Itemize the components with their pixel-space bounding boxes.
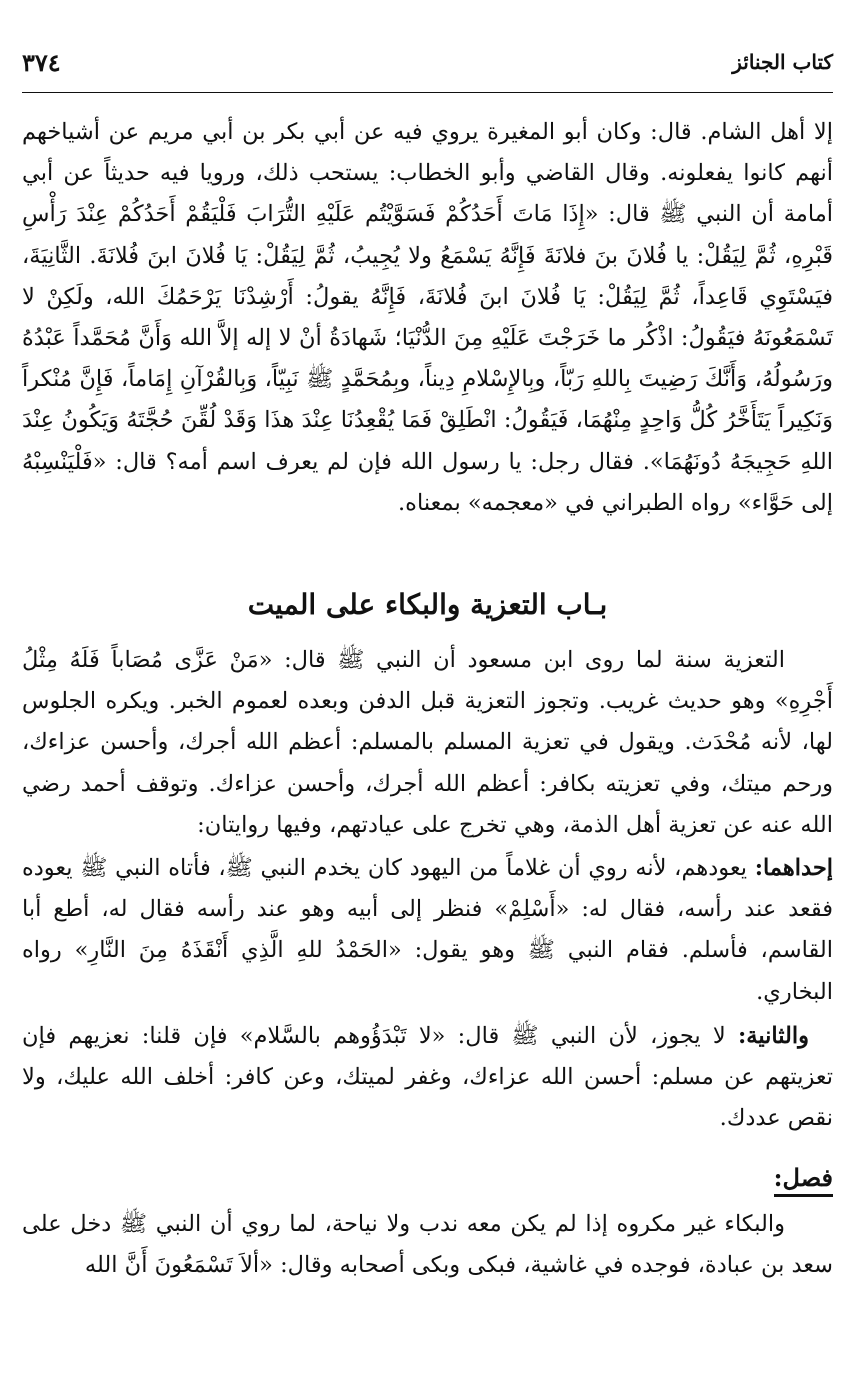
first-narration-text: يعودهم، لأنه روي أن غلاماً من اليهود كان يخدم النبي ﷺ، فأتاه النبي ﷺ يعوده فقعد عند رأسه، فقال له: «أَسْلِمْ» فنظر إلى أبيه وهو عند رأسه فقال له، أطع أبا القاسم، فأسلم. فقام النبي ﷺ وهو يقول: «الحَمْدُ للهِ الَّذِي أَنْقَذَهُ مِنَ النَّارِ» رواه البخاري. bbox=[22, 855, 833, 1005]
fasl-heading: فصل: bbox=[774, 1162, 833, 1197]
page-number: ٣٧٤ bbox=[22, 48, 61, 77]
paragraph-weeping: والبكاء غير مكروه إذا لم يكن معه ندب ولا نياحة، لما روي أن النبي ﷺ دخل على سعد بن عبادة، فوجده في غاشية، فبكى وبكى أصحابه وقال: «ألاَ تَسْمَعُونَ أَنَّ الله bbox=[22, 1211, 833, 1279]
first-narration-label: إحداهما: bbox=[754, 855, 833, 881]
paragraph-second-narration bbox=[22, 1016, 833, 1140]
second-narration-label: والثانية: bbox=[737, 1023, 809, 1049]
book-title: كتاب الجنائز bbox=[732, 50, 833, 74]
page-header bbox=[22, 44, 833, 93]
section-heading: بـاب التعزية والبكاء على الميت bbox=[247, 588, 608, 621]
second-narration-text: لا يجوز، لأن النبي ﷺ قال: «لا تَبْدَؤُوهم بالسَّلام» فإن قلنا: نعزيهم فإن تعزيتهم عن مسلم: أحسن الله عزاءك، وغفر لميتك، وعن كافر: أخلف الله عليك، ولا نقص عددك. bbox=[22, 1023, 833, 1132]
paragraph-first-narration bbox=[22, 848, 833, 1013]
paragraph-taziya: التعزية سنة لما روى ابن مسعود أن النبي ﷺ قال: «مَنْ عَزَّى مُصَاباً فَلَهُ مِثْلُ أَجْرِهِ» وهو حديث غريب. وتجوز التعزية قبل الدفن وبعده لعموم الخبر. ويكره الجلوس لها، لأنه مُحْدَث. ويقول في تعزية المسلم بالمسلم: أعظم الله أجرك، وأحسن عزاءك، ورحم ميتك، وفي تعزيته بكافر: أعظم الله أجرك، وأحسن عزاءك. وتوقف أحمد رضي الله عنه عن تعزية أهل الذمة، وهي تخرج على عيادتهم، وفيها روايتان: bbox=[22, 647, 833, 838]
paragraph-hadith-talqin: إلا أهل الشام. قال: وكان أبو المغيرة يروي فيه عن أبي بكر بن أبي مريم عن أشياخهم أنهم كانوا يفعلونه. وقال القاضي وأبو الخطاب: يستحب ذلك، ورويا فيه حديثاً عن أبي أمامة أن النبي ﷺ قال: «إِذَا مَاتَ أَحَدُكُمْ فَسَوَّيْتُم عَلَيْهِ التُّرَابَ فَلْيَقُمْ أَحَدُكُمْ عِنْدَ رَأْسِ قَبْرِهِ، ثُمَّ لِيَقُلْ: يا فُلانَ بنَ فلانَةَ فَإِنَّهُ يَسْمَعُ ولا يُجِيبُ، ثُمَّ لِيَقُلْ: يَا فُلانَ ابنَ فُلانَةَ. الثَّانِيَةَ، فيَسْتَوِي قَاعِداً، ثُمَّ لِيَقُلْ: يَا فُلانَ ابنَ فُلانَةَ، فَإِنَّهُ يقولُ: أَرْشِدْنَا يَرْحَمُكَ الله، ولَكِنْ لا تَسْمَعُونَهُ فيَقُولُ: اذْكُر ما خَرَجْتَ عَلَيْهِ مِنَ الدُّنْيَا؛ شَهادَةُ أنْ لا إله إلاَّ الله وَأَنَّ مُحَمَّداً عَبْدُهُ ورَسُولُهُ، وَأَنَّكَ رَضِيتَ بِاللهِ رَبّاً، وبِالإِسْلامِ دِيناً، وبِمُحَمَّدٍ ﷺ نَبِيّاً، وَبِالقُرْآنِ إِمَاماً، فَإِنَّ مُنْكراً وَنَكِيراً يَتَأَخَّرُ كُلُّ وَاحِدٍ مِنْهُمَا، فَيَقُولُ: انْطَلِقْ فَمَا يُقْعِدُنَا عِنْدَ هذَا وَقَدْ لُقِّنَ حُجَّتَهُ وَيَكُونُ عِنْدَ اللهِ حَجِيجَهُ دُونَهُمَا». فقال رجل: يا رسول الله فإن لم يعرف اسم أمه؟ قال: «فَلْيَنْسِبْهُ إلى حَوَّاء» رواه الطبراني في «معجمه» بمعناه. bbox=[22, 119, 833, 516]
